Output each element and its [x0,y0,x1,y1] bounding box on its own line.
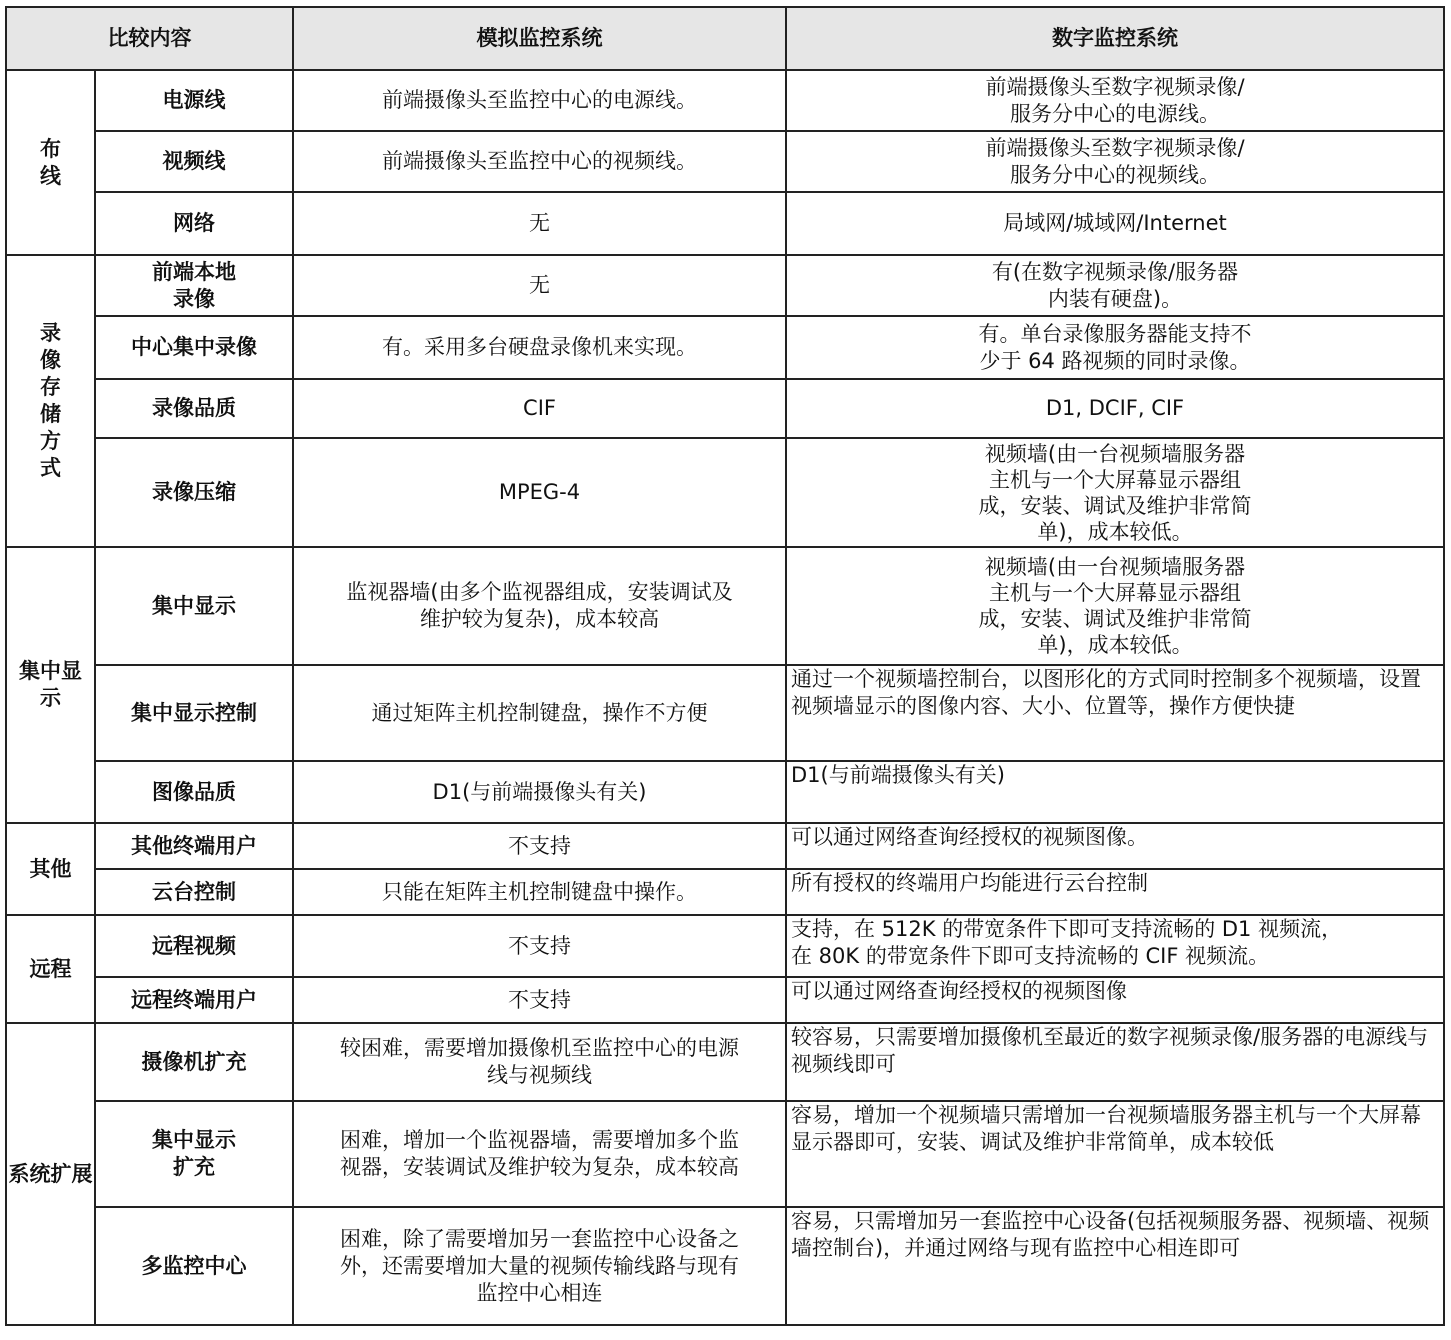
digital-cell: 视频墙(由一台视频墙服务器 主机与一个大屏幕显示器组 成，安装、调试及维护非常简 单)，成本较低。 [786,547,1444,665]
table-row [6,915,1444,977]
header-compare-content: 比较内容 [6,7,293,70]
group-label-central-display: 集中显 示 [6,547,95,823]
analog-cell: 无 [293,192,786,255]
item-cell: 录像压缩 [95,438,293,547]
group-label-recording-storage: 录 像 存 储 方 式 [6,255,95,547]
item-cell: 远程视频 [95,915,293,977]
digital-cell: D1(与前端摄像头有关) [786,761,1444,823]
table-row [6,761,1444,823]
analog-cell: 监视器墙(由多个监视器组成，安装调试及 维护较为复杂)，成本较高 [293,547,786,665]
digital-cell: 较容易，只需要增加摄像机至最近的数字视频录像/服务器的电源线与视频线即可 [786,1023,1444,1101]
table-row [6,438,1444,547]
table-row [6,379,1444,438]
item-cell: 集中显示 扩充 [95,1101,293,1207]
analog-cell: 困难，除了需要增加另一套监控中心设备之 外，还需要增加大量的视频传输线路与现有 监控中心相连 [293,1207,786,1325]
item-cell: 集中显示 [95,547,293,665]
analog-cell: D1(与前端摄像头有关) [293,761,786,823]
item-cell: 其他终端用户 [95,823,293,869]
header-row [6,7,1444,70]
digital-cell: 有。单台录像服务器能支持不 少于 64 路视频的同时录像。 [786,316,1444,379]
header-digital-system: 数字监控系统 [786,7,1444,70]
comparison-table [5,6,1445,1326]
analog-cell: 通过矩阵主机控制键盘，操作不方便 [293,665,786,761]
digital-cell: 有(在数字视频录像/服务器 内装有硬盘)。 [786,255,1444,316]
analog-cell: 困难，增加一个监视器墙，需要增加多个监 视器，安装调试及维护较为复杂，成本较高 [293,1101,786,1207]
digital-cell: D1, DCIF, CIF [786,379,1444,438]
table-row [6,1023,1444,1101]
item-cell: 网络 [95,192,293,255]
digital-cell: 通过一个视频墙控制台，以图形化的方式同时控制多个视频墙，设置视频墙显示的图像内容、大小、位置等，操作方便快捷 [786,665,1444,761]
table-row [6,823,1444,869]
analog-cell: 有。采用多台硬盘录像机来实现。 [293,316,786,379]
group-label-remote: 远程 [6,915,95,1023]
analog-cell: 前端摄像头至监控中心的视频线。 [293,131,786,192]
analog-cell: 无 [293,255,786,316]
table-row [6,547,1444,665]
digital-cell: 局域网/城域网/Internet [786,192,1444,255]
table-row [6,316,1444,379]
item-cell: 图像品质 [95,761,293,823]
item-cell: 电源线 [95,70,293,131]
analog-cell: 不支持 [293,823,786,869]
item-cell: 中心集中录像 [95,316,293,379]
table-row [6,665,1444,761]
digital-cell: 容易，增加一个视频墙只需增加一台视频墙服务器主机与一个大屏幕显示器即可，安装、调试及维护非常简单，成本较低 [786,1101,1444,1207]
table-row [6,1207,1444,1325]
header-analog-system: 模拟监控系统 [293,7,786,70]
analog-cell: 前端摄像头至监控中心的电源线。 [293,70,786,131]
table-row [6,869,1444,915]
table-row [6,192,1444,255]
item-cell: 多监控中心 [95,1207,293,1325]
item-cell: 摄像机扩充 [95,1023,293,1101]
analog-cell: CIF [293,379,786,438]
item-cell: 录像品质 [95,379,293,438]
group-label-wiring: 布 线 [6,70,95,255]
digital-cell: 前端摄像头至数字视频录像/ 服务分中心的视频线。 [786,131,1444,192]
digital-cell: 所有授权的终端用户均能进行云台控制 [786,869,1444,915]
item-cell: 前端本地 录像 [95,255,293,316]
digital-cell: 视频墙(由一台视频墙服务器 主机与一个大屏幕显示器组 成，安装、调试及维护非常简 单)，成本较低。 [786,438,1444,547]
table-row [6,977,1444,1023]
item-cell: 云台控制 [95,869,293,915]
table-row [6,255,1444,316]
analog-cell: 较困难，需要增加摄像机至监控中心的电源 线与视频线 [293,1023,786,1101]
group-label-system-expansion: 系统扩展 [6,1023,95,1325]
analog-cell: 只能在矩阵主机控制键盘中操作。 [293,869,786,915]
table-row [6,70,1444,131]
item-cell: 集中显示控制 [95,665,293,761]
analog-cell: 不支持 [293,915,786,977]
digital-cell: 容易，只需增加另一套监控中心设备(包括视频服务器、视频墙、视频墙控制台)，并通过网络与现有监控中心相连即可 [786,1207,1444,1325]
analog-cell: MPEG-4 [293,438,786,547]
table-row [6,131,1444,192]
group-label-other: 其他 [6,823,95,915]
digital-cell: 可以通过网络查询经授权的视频图像 [786,977,1444,1023]
item-cell: 远程终端用户 [95,977,293,1023]
table-row [6,1101,1444,1207]
analog-cell: 不支持 [293,977,786,1023]
digital-cell: 前端摄像头至数字视频录像/ 服务分中心的电源线。 [786,70,1444,131]
item-cell: 视频线 [95,131,293,192]
digital-cell: 支持，在 512K 的带宽条件下即可支持流畅的 D1 视频流， 在 80K 的带宽条件下即可支持流畅的 CIF 视频流。 [786,915,1444,977]
digital-cell: 可以通过网络查询经授权的视频图像。 [786,823,1444,869]
